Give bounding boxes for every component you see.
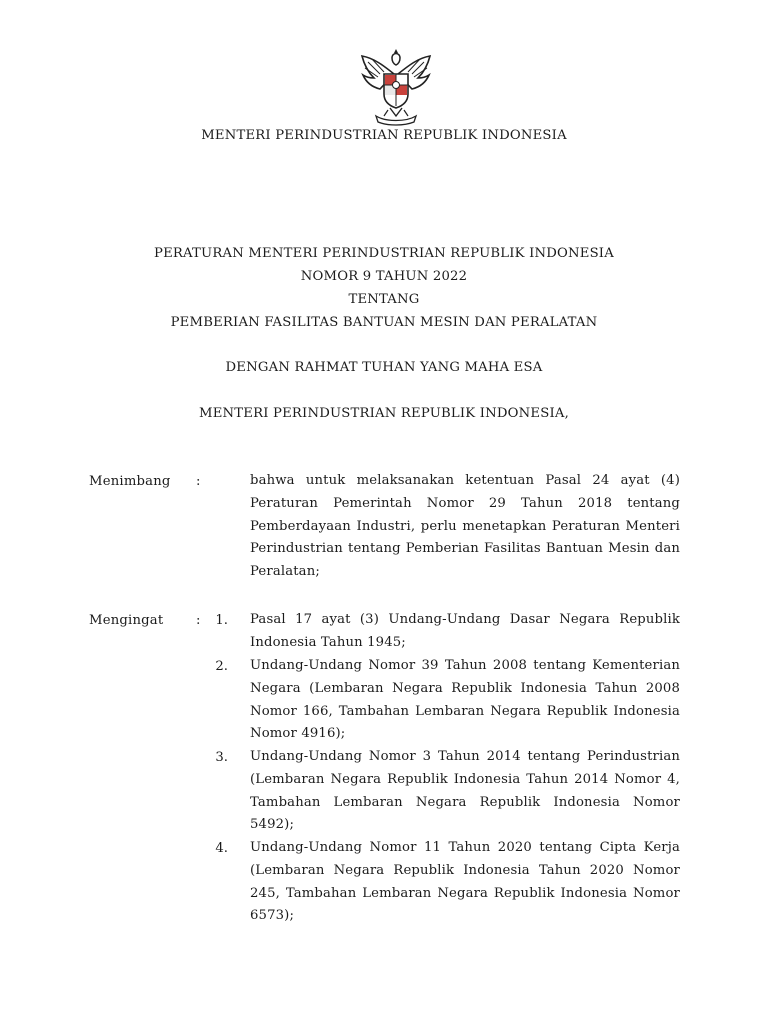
menimbang-text: bahwa untuk melaksanakan ketentuan Pasal 24 ayat (4) Peraturan Pemerintah Nomor 29 Tahun 2018 tentang Pemberdayaan Industri, perlu menetapkan Peraturan Menteri Perindustrian tentang Pemberian Fasilitas Bantuan Mesin dan Peralatan; <box>250 473 680 579</box>
mengingat-item-4-number: 4. <box>215 841 228 856</box>
regulation-subject: PEMBERIAN FASILITAS BANTUAN MESIN DAN PERALATAN <box>170 315 598 330</box>
mengingat-item-2-number: 2. <box>215 659 228 674</box>
garuda-emblem-icon <box>354 44 438 128</box>
mengingat-item-3-text: Undang-Undang Nomor 3 Tahun 2014 tentang Perindustrian (Lembaran Negara Republik Indonesia Tahun 2014 Nomor 4, Tambahan Lembaran Negara Republik Indonesia Nomor 5492); <box>250 749 680 833</box>
mengingat-label: Mengingat <box>89 613 164 628</box>
invocation: DENGAN RAHMAT TUHAN YANG MAHA ESA <box>225 360 543 375</box>
mengingat-item-3-number: 3. <box>215 750 228 765</box>
regulation-tentang: TENTANG <box>348 292 420 307</box>
mengingat-item-1-text: Pasal 17 ayat (3) Undang-Undang Dasar Negara Republik Indonesia Tahun 1945; <box>250 612 680 650</box>
issuer: MENTERI PERINDUSTRIAN REPUBLIK INDONESIA, <box>199 406 569 421</box>
menimbang-label: Menimbang <box>89 474 171 489</box>
regulation-number: NOMOR 9 TAHUN 2022 <box>300 269 468 284</box>
regulation-title: PERATURAN MENTERI PERINDUSTRIAN REPUBLIK INDONESIA <box>154 246 614 261</box>
ministry-name: MENTERI PERINDUSTRIAN REPUBLIK INDONESIA <box>201 128 567 143</box>
mengingat-item-1-number: 1. <box>215 613 228 628</box>
mengingat-item-4-text: Undang-Undang Nomor 11 Tahun 2020 tentang Cipta Kerja (Lembaran Negara Republik Indonesia Tahun 2020 Nomor 245, Tambahan Lembaran Negara Republik Indonesia Nomor 6573); <box>250 840 680 924</box>
menimbang-colon: : <box>196 474 201 489</box>
mengingat-item-2-text: Undang-Undang Nomor 39 Tahun 2008 tentang Kementerian Negara (Lembaran Negara Republik Indonesia Tahun 2008 Nomor 166, Tambahan Lembaran Negara Republik Indonesia Nomor 4916); <box>250 658 680 742</box>
mengingat-colon: : <box>196 613 201 628</box>
